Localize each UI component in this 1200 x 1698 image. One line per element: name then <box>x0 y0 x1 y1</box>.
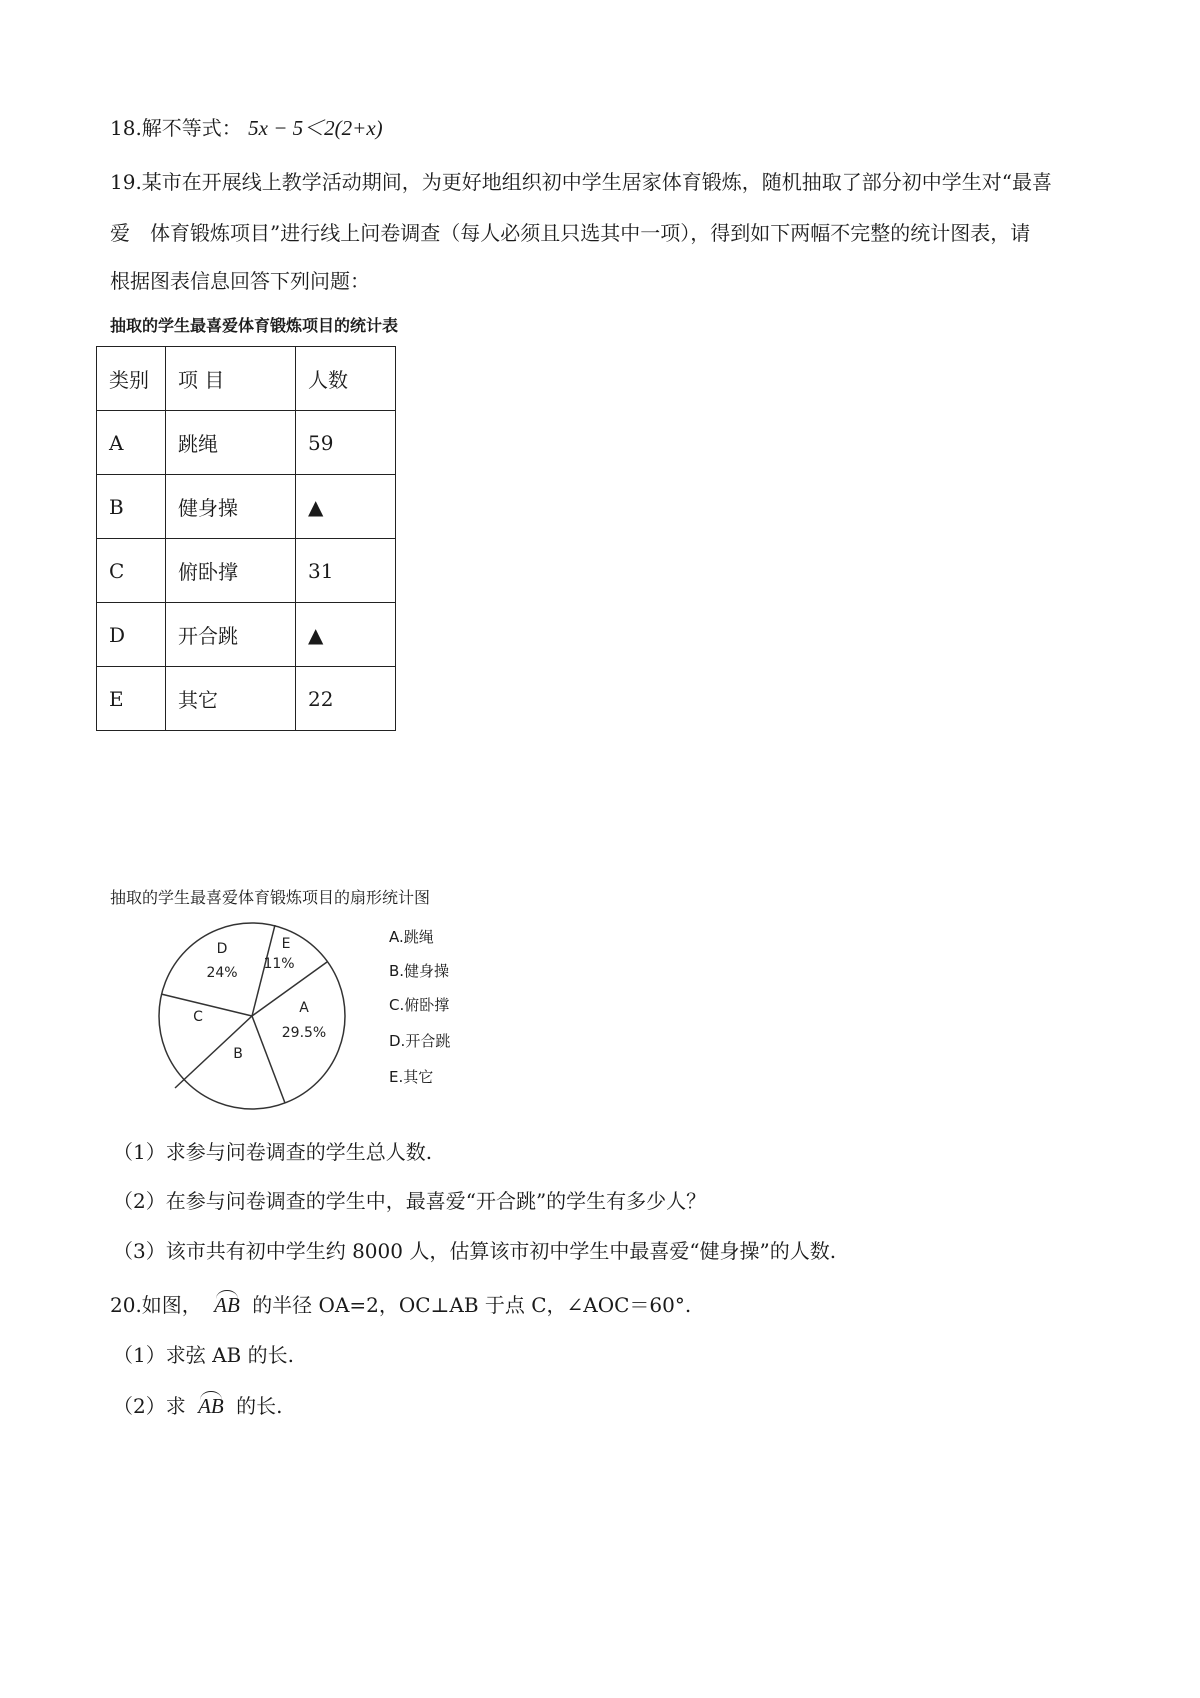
table-cell: 31 <box>296 539 396 603</box>
slice-pct-d: 24% <box>206 965 238 981</box>
table-header-row <box>97 347 396 411</box>
q20-sub-1: （1）求弦 AB 的长. <box>113 1343 294 1367</box>
pie-chart <box>140 918 360 1122</box>
table-cell: 开合跳 <box>166 603 296 667</box>
table-cell: 22 <box>296 667 396 731</box>
legend-item-c: C.俯卧撑 <box>389 996 450 1014</box>
table-cell: E <box>97 667 166 731</box>
q20-statement: 的半径 OA=2，OC⊥AB 于点 C，∠AOC＝60°. <box>252 1293 692 1317</box>
table-cell: B <box>97 475 166 539</box>
question-18 <box>110 112 383 142</box>
table-cell: 健身操 <box>166 475 296 539</box>
legend-item-b: B.健身操 <box>389 962 450 980</box>
q19-sub-1: （1）求参与问卷调查的学生总人数. <box>113 1140 433 1164</box>
question-20 <box>110 1289 691 1318</box>
header-category: 类别 <box>97 347 166 411</box>
slice-label-c: C <box>193 1009 203 1025</box>
slice-label-d: D <box>216 941 228 957</box>
slice-pct-a: 29.5% <box>281 1025 327 1041</box>
table-cell: ▲ <box>296 603 396 667</box>
q20-sub-2-suffix: 的长. <box>236 1394 283 1418</box>
q19-line-3: 根据图表信息回答下列问题： <box>110 269 370 293</box>
table-row <box>97 667 396 731</box>
q19-line-2: 爱 体育锻炼项目”进行线上问卷调查（每人必须且只选其中一项），得到如下两幅不完整的统计图表，请 <box>110 221 1031 245</box>
pie-chart-svg <box>140 918 360 1118</box>
arc-ab-symbol: AB <box>198 1394 224 1418</box>
q20-prefix: 20.如图， <box>110 1293 202 1317</box>
legend-item-e: E.其它 <box>389 1068 434 1086</box>
table-cell: C <box>97 539 166 603</box>
pie-title: 抽取的学生最喜爱体育锻炼项目的扇形统计图 <box>110 888 431 907</box>
table-cell: 其它 <box>166 667 296 731</box>
slice-label-e: E <box>281 936 291 952</box>
q20-sub-2 <box>113 1390 282 1419</box>
slice-label-a: A <box>299 1000 309 1016</box>
table-cell: 俯卧撑 <box>166 539 296 603</box>
table-row <box>97 475 396 539</box>
legend-item-a: A.跳绳 <box>389 928 434 946</box>
table-cell: 跳绳 <box>166 411 296 475</box>
table-cell: ▲ <box>296 475 396 539</box>
q19-line-1: 19.某市在开展线上教学活动期间，为更好地组织初中学生居家体育锻炼，随机抽取了部分初中学生对“最喜 <box>110 170 1053 194</box>
slice-label-b: B <box>233 1046 243 1062</box>
table-row <box>97 539 396 603</box>
header-count: 人数 <box>296 347 396 411</box>
table-row <box>97 603 396 667</box>
q19-sub-2: （2）在参与问卷调查的学生中，最喜爱“开合跳”的学生有多少人？ <box>113 1189 707 1213</box>
q18-inequality: 5x − 5＜2(2+x) <box>248 116 383 140</box>
statistics-table <box>96 346 396 731</box>
table-row <box>97 411 396 475</box>
table-cell: D <box>97 603 166 667</box>
arc-ab-symbol: AB <box>214 1293 240 1317</box>
legend-item-d: D.开合跳 <box>389 1032 451 1050</box>
table-cell: A <box>97 411 166 475</box>
header-item: 项 目 <box>166 347 296 411</box>
slice-pct-e: 11% <box>263 956 295 972</box>
q18-prefix: 18.解不等式： <box>110 116 242 140</box>
table-cell: 59 <box>296 411 396 475</box>
q20-sub-2-prefix: （2）求 <box>113 1394 186 1418</box>
q19-sub-3: （3）该市共有初中学生约 8000 人，估算该市初中学生中最喜爱“健身操”的人数. <box>113 1239 837 1263</box>
table-title: 抽取的学生最喜爱体育锻炼项目的统计表 <box>110 316 399 335</box>
